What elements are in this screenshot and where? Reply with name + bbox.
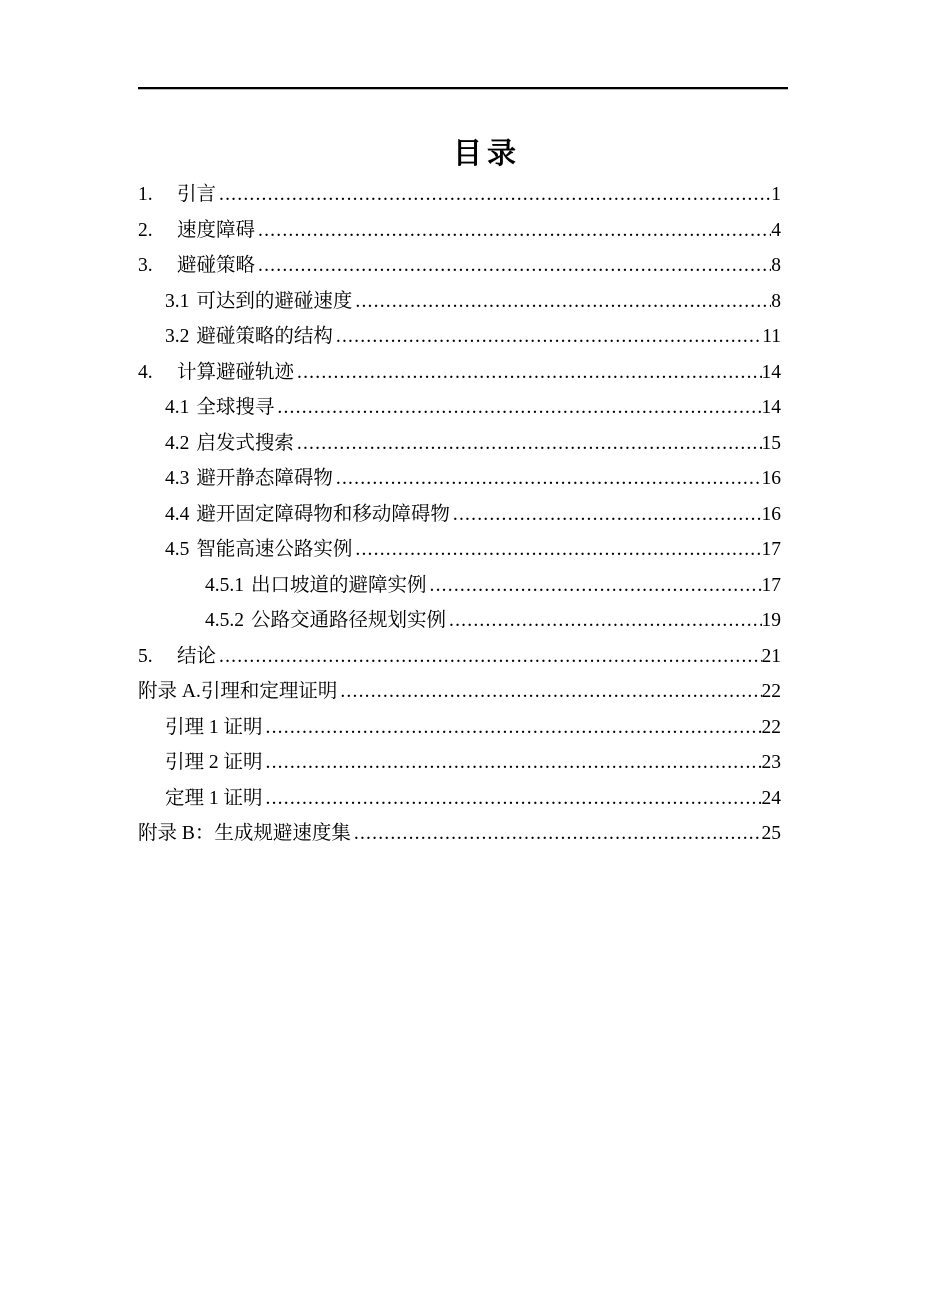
dot-leader [336, 461, 762, 497]
toc-entry-label: 附录 B：生成规避速度集 [138, 823, 351, 844]
toc-entry[interactable] [138, 177, 781, 213]
dot-leader [258, 213, 771, 249]
toc-entry-label: 避碰策略的结构 [196, 326, 333, 347]
toc-entry-label: 智能高速公路实例 [196, 539, 353, 560]
toc-entry-number: 4.5 [165, 539, 190, 560]
toc-entry[interactable] [138, 248, 781, 284]
toc-entry-page: 11 [762, 326, 781, 347]
toc-entry-page: 22 [761, 716, 781, 738]
toc-entry-number: 4.5.1 [205, 574, 244, 596]
toc-entry-number: 4.4 [165, 503, 190, 525]
toc-entry-label: 避碰策略 [177, 255, 256, 276]
toc-entry-number: 1. [138, 184, 153, 205]
toc-entry-page: 24 [761, 787, 781, 809]
dot-leader [354, 816, 762, 852]
toc-entry-page: 8 [771, 255, 781, 276]
toc-entry-label: 定理 1 证明 [165, 787, 263, 809]
toc-entry-label: 结论 [177, 645, 217, 667]
toc-entry[interactable] [138, 816, 781, 852]
dot-leader [266, 710, 762, 746]
toc-entry-number: 3. [138, 255, 153, 276]
dot-leader [449, 603, 761, 639]
dot-leader [297, 355, 761, 391]
toc-entry-page: 16 [761, 503, 781, 525]
toc-entry-page: 16 [761, 468, 781, 489]
toc-entry-label: 计算避碰轨迹 [177, 361, 295, 383]
toc-entry[interactable] [138, 461, 781, 497]
toc-entry-number: 4.2 [165, 432, 190, 454]
toc-entry[interactable] [138, 284, 781, 320]
toc-entry-number: 5. [138, 645, 153, 667]
toc-entry-label: 引理 1 证明 [165, 716, 263, 738]
toc-entry-label: 引言 [177, 184, 217, 205]
toc-entry-number: 4.1 [165, 397, 190, 418]
toc-entry[interactable] [138, 532, 781, 568]
toc-entry[interactable] [138, 426, 781, 462]
toc-entry-page: 17 [761, 574, 781, 596]
dot-leader [266, 745, 762, 781]
toc-entry[interactable] [138, 674, 781, 710]
toc-entry-page: 19 [761, 610, 781, 631]
toc-entry[interactable] [138, 355, 781, 391]
toc-entry-label: 避开静态障碍物 [196, 468, 333, 489]
toc-entry-label: 出口坡道的避障实例 [251, 574, 427, 596]
page-title: 目录 [452, 138, 521, 170]
dot-leader [258, 248, 771, 284]
toc-entry[interactable] [138, 213, 781, 249]
toc-entry-label: 引理 2 证明 [165, 752, 263, 773]
toc-entry-page: 17 [761, 539, 781, 560]
toc-entry-page: 15 [761, 432, 781, 454]
toc-entry[interactable] [138, 781, 781, 817]
dot-leader [340, 674, 761, 710]
toc-entry-page: 8 [771, 290, 781, 312]
toc-entry[interactable] [138, 639, 781, 675]
toc-entry-number: 2. [138, 219, 153, 241]
toc-entry[interactable] [138, 745, 781, 781]
toc-entry[interactable] [138, 710, 781, 746]
toc-entry[interactable] [138, 390, 781, 426]
dot-leader [355, 532, 761, 568]
toc-entry-label: 速度障碍 [177, 219, 256, 241]
toc-entry[interactable] [138, 568, 781, 604]
toc-entry-label: 避开固定障碍物和移动障碍物 [196, 503, 450, 525]
toc-entry-page: 14 [761, 397, 781, 418]
header-rule [138, 87, 788, 90]
toc-entry-page: 21 [761, 645, 781, 667]
toc-list [138, 177, 781, 852]
dot-leader [219, 177, 771, 213]
toc-entry-number: 4.3 [165, 468, 190, 489]
toc-entry-number: 3.1 [165, 290, 190, 312]
toc-entry-label: 可达到的避碰速度 [196, 290, 353, 312]
dot-leader [355, 284, 771, 320]
toc-entry[interactable] [138, 497, 781, 533]
toc-entry-label: 启发式搜索 [196, 432, 294, 454]
toc-entry-page: 25 [761, 823, 781, 844]
toc-entry-number: 4. [138, 361, 153, 383]
toc-entry[interactable] [138, 603, 781, 639]
toc-entry-page: 23 [761, 752, 781, 773]
dot-leader [266, 781, 762, 817]
toc-entry-label: 附录 A.引理和定理证明 [138, 681, 338, 702]
toc-entry-number: 3.2 [165, 326, 190, 347]
dot-leader [336, 319, 762, 355]
toc-entry-label: 全球搜寻 [196, 397, 275, 418]
toc-entry-page: 14 [761, 361, 781, 383]
dot-leader [219, 639, 761, 675]
dot-leader [453, 497, 762, 533]
dot-leader [277, 390, 761, 426]
toc-entry-page: 4 [771, 219, 781, 241]
dot-leader [297, 426, 762, 462]
toc-entry-page: 22 [761, 681, 781, 702]
toc-entry[interactable] [138, 319, 781, 355]
dot-leader [430, 568, 762, 604]
toc-entry-label: 公路交通路径规划实例 [251, 610, 447, 631]
toc-entry-page: 1 [771, 184, 781, 205]
toc-entry-number: 4.5.2 [205, 610, 244, 631]
